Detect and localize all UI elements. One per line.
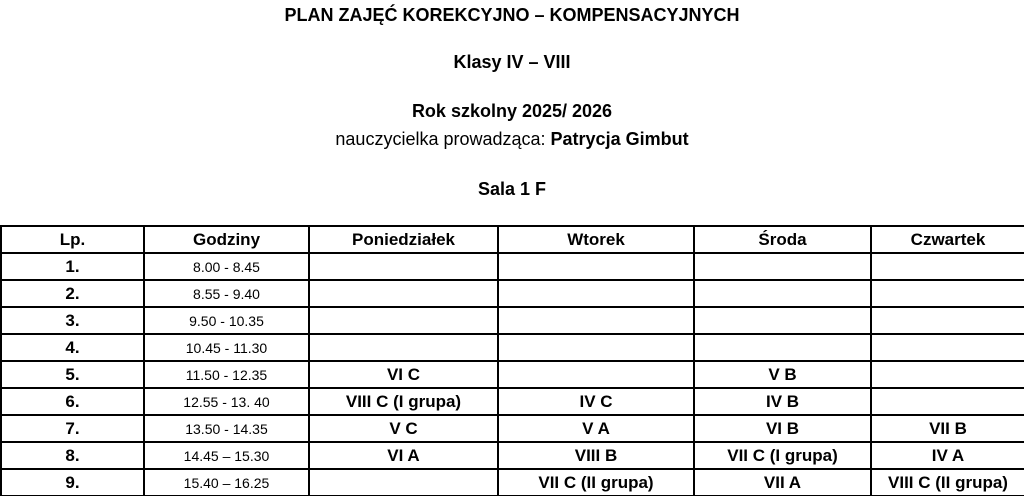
table-row <box>1 469 1024 496</box>
column-header-sroda: Środa <box>694 226 871 253</box>
teacher-line <box>0 129 1024 150</box>
cell-lp: 8. <box>1 442 144 469</box>
cell-thursday <box>871 334 1024 361</box>
schedule-body <box>1 253 1024 496</box>
cell-lp: 6. <box>1 388 144 415</box>
cell-time: 13.50 - 14.35 <box>144 415 309 442</box>
cell-monday <box>309 334 498 361</box>
table-row <box>1 388 1024 415</box>
cell-thursday: IV A <box>871 442 1024 469</box>
cell-wednesday: IV B <box>694 388 871 415</box>
cell-tuesday <box>498 334 694 361</box>
classes-range: Klasy IV – VIII <box>453 52 571 72</box>
cell-time: 9.50 - 10.35 <box>144 307 309 334</box>
cell-thursday <box>871 253 1024 280</box>
cell-lp: 1. <box>1 253 144 280</box>
room-label: Sala 1 F <box>477 179 547 199</box>
cell-lp: 3. <box>1 307 144 334</box>
cell-thursday: VII B <box>871 415 1024 442</box>
plan-title: PLAN ZAJĘĆ KOREKCYJNO – KOMPENSACYJNYCH <box>284 5 740 25</box>
cell-time: 8.55 - 9.40 <box>144 280 309 307</box>
table-row <box>1 361 1024 388</box>
cell-wednesday <box>694 280 871 307</box>
column-header-lp: Lp. <box>1 226 144 253</box>
table-row <box>1 415 1024 442</box>
table-row <box>1 334 1024 361</box>
teacher-label: nauczycielka prowadząca: <box>335 129 551 149</box>
cell-monday <box>309 307 498 334</box>
cell-monday: VI A <box>309 442 498 469</box>
cell-lp: 5. <box>1 361 144 388</box>
cell-lp: 9. <box>1 469 144 496</box>
cell-wednesday: VII C (I grupa) <box>694 442 871 469</box>
cell-thursday <box>871 307 1024 334</box>
cell-monday <box>309 253 498 280</box>
column-header-godziny: Godziny <box>144 226 309 253</box>
cell-lp: 4. <box>1 334 144 361</box>
cell-time: 15.40 – 16.25 <box>144 469 309 496</box>
cell-monday: VIII C (I grupa) <box>309 388 498 415</box>
table-row <box>1 280 1024 307</box>
cell-thursday <box>871 361 1024 388</box>
cell-tuesday <box>498 361 694 388</box>
cell-monday: VI C <box>309 361 498 388</box>
column-header-wtorek: Wtorek <box>498 226 694 253</box>
cell-tuesday: VII C (II grupa) <box>498 469 694 496</box>
column-header-poniedzialek: Poniedziałek <box>309 226 498 253</box>
cell-tuesday: VIII B <box>498 442 694 469</box>
header-row <box>1 226 1024 253</box>
schedule-table <box>0 225 1024 496</box>
cell-tuesday <box>498 307 694 334</box>
cell-thursday <box>871 280 1024 307</box>
cell-wednesday <box>694 253 871 280</box>
cell-monday: V C <box>309 415 498 442</box>
cell-time: 8.00 - 8.45 <box>144 253 309 280</box>
cell-wednesday <box>694 334 871 361</box>
cell-wednesday: VI B <box>694 415 871 442</box>
cell-tuesday: IV C <box>498 388 694 415</box>
cell-monday <box>309 469 498 496</box>
cell-time: 12.55 - 13. 40 <box>144 388 309 415</box>
table-row <box>1 307 1024 334</box>
table-row <box>1 442 1024 469</box>
cell-time: 11.50 - 12.35 <box>144 361 309 388</box>
column-header-czwartek: Czwartek <box>871 226 1024 253</box>
cell-thursday: VIII C (II grupa) <box>871 469 1024 496</box>
cell-wednesday <box>694 307 871 334</box>
cell-thursday <box>871 388 1024 415</box>
teacher-name: Patrycja Gimbut <box>550 129 689 149</box>
cell-tuesday: V A <box>498 415 694 442</box>
cell-lp: 7. <box>1 415 144 442</box>
school-year: Rok szkolny 2025/ 2026 <box>411 101 613 121</box>
table-row <box>1 253 1024 280</box>
cell-tuesday <box>498 253 694 280</box>
cell-wednesday: VII A <box>694 469 871 496</box>
cell-monday <box>309 280 498 307</box>
cell-tuesday <box>498 280 694 307</box>
cell-lp: 2. <box>1 280 144 307</box>
cell-time: 14.45 – 15.30 <box>144 442 309 469</box>
cell-wednesday: V B <box>694 361 871 388</box>
cell-time: 10.45 - 11.30 <box>144 334 309 361</box>
